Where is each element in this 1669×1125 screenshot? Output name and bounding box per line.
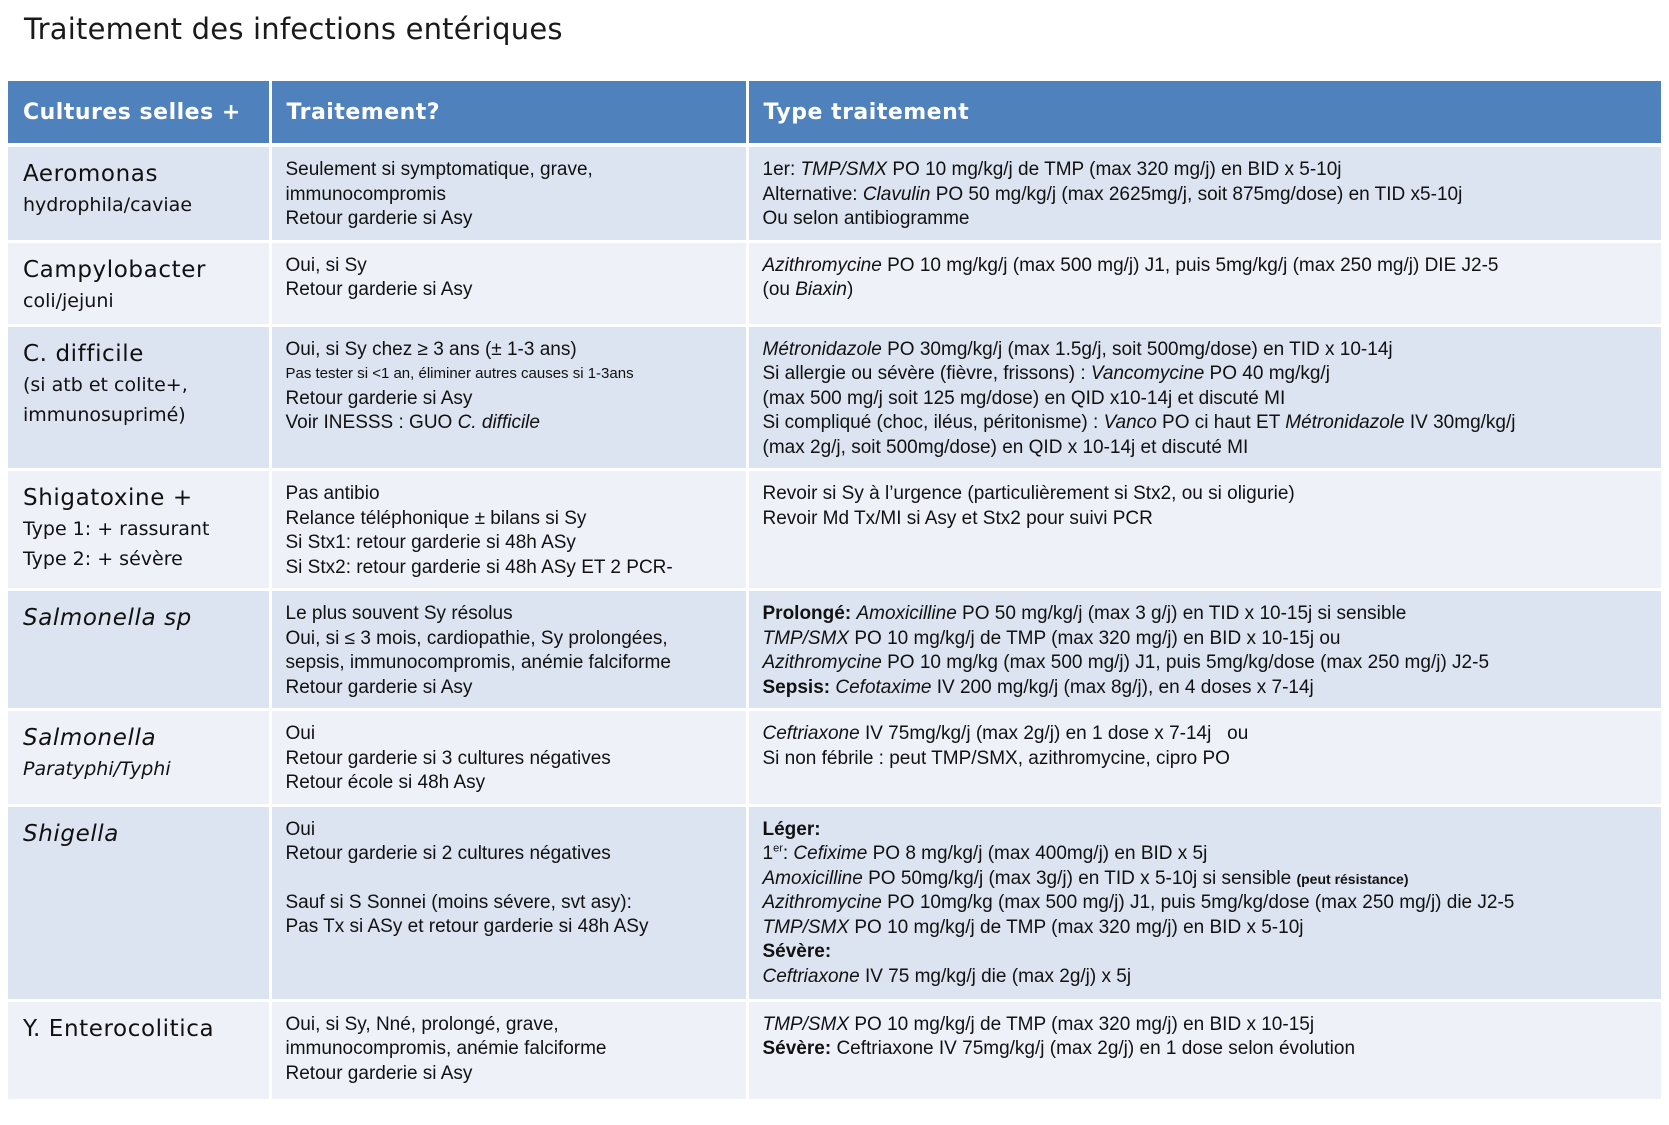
treatment-line: Si Stx2: retour garderie si 48h ASy ET 2 PCR- (285, 556, 673, 578)
organism-name: C. difficile (23, 340, 145, 367)
treatment-cell (270, 241, 747, 325)
organism-subtype: immunosuprimé) (23, 403, 186, 426)
guide-reference: C. difficile (457, 412, 540, 433)
treatment-type-line: Azithromycine PO 10 mg/kg/j (max 500 mg/j) J1, puis 5mg/kg/j (max 250 mg/j) DIE J2-5 (762, 254, 1499, 276)
table-row (8, 241, 1661, 325)
treatment-line: immunocompromis (285, 183, 446, 205)
drug-name: TMP/SMX (762, 1013, 850, 1035)
treatment-type-line: Revoir si Sy à l’urgence (particulièrement si Stx2, ou si oligurie) (762, 483, 1295, 504)
treatment-table (8, 81, 1661, 1102)
treatment-line: Retour garderie si Asy (285, 676, 473, 698)
organism-subtype: Type 2: + sévère (23, 548, 183, 570)
drug-name: Biaxin (795, 279, 847, 300)
organism-subtype: Paratyphi/Typhi (23, 758, 171, 780)
treatment-type-line: Si compliqué (choc, iléus, péritonisme) : Vanco PO ci haut ET Métronidazole IV 30mg/kg/j (762, 412, 1516, 433)
treatment-type-cell (747, 590, 1661, 710)
treatment-line: Si Stx1: retour garderie si 48h ASy (285, 532, 576, 553)
organism-name: Salmonella sp (23, 605, 192, 631)
organism-cell (8, 590, 270, 710)
table-row (8, 1000, 1661, 1100)
header-cultures: Cultures selles + (8, 81, 270, 145)
treatment-type-line: 1er: Cefixime PO 8 mg/kg/j (max 400mg/j) en BID x 5j (762, 842, 1208, 864)
treatment-type-cell (747, 325, 1661, 470)
treatment-line: Retour école si 48h Asy (285, 772, 486, 793)
severity-label: Sepsis: (762, 676, 836, 698)
organism-name: Shigella (23, 820, 119, 847)
treatment-type-cell (747, 241, 1661, 325)
treatment-line: Voir INESSS : GUO C. difficile (285, 412, 540, 433)
organism-subtype: Type 1: + rassurant (23, 518, 210, 540)
drug-name: TMP/SMX (762, 627, 850, 649)
treatment-line: Pas Tx si ASy et retour garderie si 48h ASy (285, 916, 649, 937)
treatment-line: Retour garderie si 3 cultures négatives (285, 747, 611, 769)
organism-name: Campylobacter (23, 256, 206, 283)
treatment-type-line: Ceftriaxone IV 75mg/kg/j (max 2g/j) en 1 dose x 7-14j ou (762, 723, 1249, 744)
treatment-type-line: Prolongé: Amoxicilline PO 50 mg/kg/j (max 3 g/j) en TID x 10-15j si sensible (762, 603, 1407, 624)
treatment-type-line: Sepsis: Cefotaxime IV 200 mg/kg/j (max 8g/j), en 4 doses x 7-14j (762, 676, 1314, 698)
treatment-cell (270, 325, 747, 470)
organism-subtype: (si atb et colite+, (23, 373, 188, 396)
treatment-type-line: Azithromycine PO 10 mg/kg (max 500 mg/j) J1, puis 5mg/kg/dose (max 250 mg/j) J2-5 (762, 652, 1490, 673)
drug-name: Amoxicilline (856, 603, 957, 624)
drug-name: Azithromycine (762, 652, 882, 673)
treatment-type-cell (747, 1000, 1661, 1100)
treatment-type-line: (max 500 mg/j soit 125 mg/dose) en QID x10-14j et discuté MI (762, 387, 1286, 409)
treatment-type-line: TMP/SMX PO 10 mg/kg/j de TMP (max 320 mg/j) en BID x 10-15j (762, 1013, 1315, 1035)
table-row (8, 590, 1661, 710)
drug-name: TMP/SMX (762, 916, 850, 938)
organism-name: Aeromonas (23, 161, 159, 187)
organism-cell (8, 325, 270, 470)
treatment-line: Oui, si Sy, Nné, prolongé, grave, (285, 1013, 559, 1035)
severity-label: Léger: (762, 818, 821, 840)
treatment-type-line: Si allergie ou sévère (fièvre, frissons) : Vancomycine PO 40 mg/kg/j (762, 363, 1330, 384)
organism-cell (8, 241, 270, 325)
treatment-type-line: Ceftriaxone IV 75 mg/kg/j die (max 2g/j) x 5j (762, 965, 1132, 987)
treatment-line: Retour garderie si Asy (285, 208, 473, 229)
table-row (8, 805, 1661, 1000)
drug-name: Ceftriaxone (762, 723, 860, 744)
treatment-type-line: (ou Biaxin) (762, 279, 854, 300)
treatment-type-line: Sévère: Ceftriaxone IV 75mg/kg/j (max 2g/j) en 1 dose selon évolution (762, 1038, 1356, 1059)
treatment-type-cell (747, 145, 1661, 241)
treatment-type-line: Si non fébrile : peut TMP/SMX, azithromycine, cipro PO (762, 747, 1230, 769)
treatment-type-line: Alternative: Clavulin PO 50 mg/kg/j (max 2625mg/j, soit 875mg/dose) en TID x5-10j (762, 183, 1463, 205)
table-row (8, 470, 1661, 590)
treatment-line: Oui, si Sy (285, 254, 367, 276)
treatment-type-cell (747, 710, 1661, 806)
treatment-note: Pas tester si <1 an, éliminer autres causes si 1-3ans (285, 365, 634, 382)
organism-subtype: coli/jejuni (23, 289, 114, 312)
treatment-line: immunocompromis, anémie falciforme (285, 1038, 607, 1059)
drug-name: Cefixime (793, 843, 868, 864)
treatment-line: Le plus souvent Sy résolus (285, 603, 513, 624)
treatment-type-line: Revoir Md Tx/MI si Asy et Stx2 pour suivi PCR (762, 507, 1153, 529)
treatment-line: sepsis, immunocompromis, anémie falciforme (285, 652, 671, 673)
treatment-line: Retour garderie si Asy (285, 387, 473, 409)
treatment-cell (270, 590, 747, 710)
treatment-line: Oui (285, 818, 316, 840)
severity-label: Sévère: (762, 1038, 832, 1059)
page-title: Traitement des infections entériques (24, 12, 563, 46)
severity-label: Sévère: (762, 941, 832, 962)
treatment-type-line: TMP/SMX PO 10 mg/kg/j de TMP (max 320 mg/j) en BID x 5-10j (762, 916, 1304, 938)
treatment-type-cell (747, 470, 1661, 590)
table-row (8, 145, 1661, 241)
header-traitement: Traitement? (270, 81, 747, 145)
treatment-line: Oui, si Sy chez ≥ 3 ans (± 1-3 ans) (285, 338, 577, 360)
treatment-type-line: Ou selon antibiogramme (762, 208, 970, 229)
treatment-line: Oui (285, 723, 316, 744)
drug-name: Ceftriaxone (762, 965, 860, 987)
treatment-type-line: Métronidazole PO 30mg/kg/j (max 1.5g/j, soit 500mg/dose) en TID x 10-14j (762, 338, 1393, 360)
treatment-line: Retour garderie si Asy (285, 1062, 473, 1084)
treatment-cell (270, 1000, 747, 1100)
organism-name: Y. Enterocolitica (23, 1015, 215, 1042)
treatment-line: Relance téléphonique ± bilans si Sy (285, 507, 587, 529)
drug-name: Vanco (1103, 412, 1157, 433)
treatment-line: Sauf si S Sonnei (moins sévere, svt asy): (285, 891, 632, 913)
treatment-line: Pas antibio (285, 483, 380, 504)
drug-name: Cefotaxime (835, 676, 932, 698)
drug-name: TMP/SMX (800, 159, 888, 180)
drug-name: Métronidazole (762, 338, 882, 360)
drug-name: Azithromycine (762, 254, 882, 276)
treatment-type-line: 1er: TMP/SMX PO 10 mg/kg/j de TMP (max 320 mg/j) en BID x 5-10j (762, 159, 1342, 180)
treatment-line: Retour garderie si Asy (285, 279, 473, 300)
drug-name: Azithromycine (762, 892, 882, 913)
organism-cell (8, 145, 270, 241)
drug-name: Vancomycine (1090, 363, 1205, 384)
organism-cell (8, 470, 270, 590)
table-row (8, 325, 1661, 470)
table-row (8, 710, 1661, 806)
treatment-type-line: Amoxicilline PO 50mg/kg/j (max 3g/j) en TID x 5-10j si sensible (peut résistance) (762, 867, 1409, 889)
organism-cell (8, 805, 270, 1000)
treatment-type-cell (747, 805, 1661, 1000)
drug-name: Métronidazole (1285, 412, 1405, 433)
drug-name: Amoxicilline (762, 867, 863, 889)
treatment-cell (270, 470, 747, 590)
organism-name: Shigatoxine + (23, 485, 193, 511)
treatment-type-line: Azithromycine PO 10mg/kg (max 500 mg/j) J1, puis 5mg/kg/dose (max 250 mg/j) die J2-5 (762, 892, 1515, 913)
treatment-line: Seulement si symptomatique, grave, (285, 159, 593, 180)
resistance-note: (peut résistance) (1296, 870, 1409, 887)
treatment-line: Retour garderie si 2 cultures négatives (285, 843, 611, 864)
spacer (286, 867, 732, 891)
organism-name: Salmonella (23, 725, 157, 751)
severity-label: Prolongé: (762, 603, 857, 624)
organism-subtype: hydrophila/caviae (23, 194, 193, 216)
organism-cell (8, 710, 270, 806)
treatment-cell (270, 145, 747, 241)
treatment-type-line: (max 2g/j, soit 500mg/dose) en QID x 10-14j et discuté MI (762, 436, 1249, 458)
drug-name: Clavulin (862, 183, 931, 205)
treatment-type-line: TMP/SMX PO 10 mg/kg/j de TMP (max 320 mg/j) en BID x 10-15j ou (762, 627, 1341, 649)
header-type-traitement: Type traitement (747, 81, 1661, 145)
organism-cell (8, 1000, 270, 1100)
treatment-cell (270, 710, 747, 806)
treatment-cell (270, 805, 747, 1000)
treatment-line: Oui, si ≤ 3 mois, cardiopathie, Sy prolongées, (285, 627, 668, 649)
table-header-row (8, 81, 1661, 145)
